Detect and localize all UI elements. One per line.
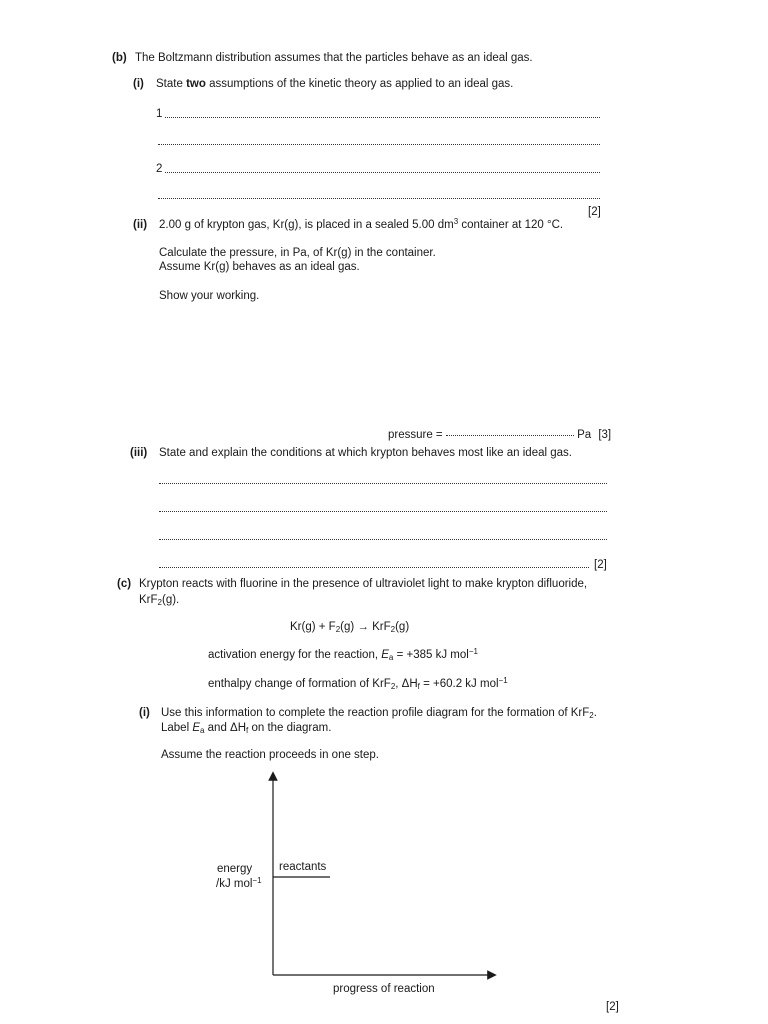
x-axis-label: progress of reaction [333, 983, 435, 995]
part-b-stem: The Boltzmann distribution assumes that the particles behave as an ideal gas. [135, 52, 533, 64]
marks-b-i: [2] [588, 206, 601, 218]
y-axis-label-unit: /kJ mol$^{-1}$ [216, 876, 262, 890]
y-axis-label-energy: energy [217, 863, 253, 875]
marks-c-i: [2] [606, 1001, 619, 1013]
answer-line-1-number: 1 [156, 108, 163, 120]
marks-b-iii: [2] [594, 559, 607, 571]
part-b-ii-working: Show your working. [159, 290, 260, 302]
enthalpy-statement: enthalpy change of formation of KrF$_2$, $\Delta H_f = +60.2$ kJ mol$^{-1}$ [208, 676, 508, 691]
part-b-iii-question: State and explain the conditions at which krypton behaves most like an ideal gas. [159, 447, 572, 459]
part-c-stem-1: Krypton reacts with fluorine in the presence of ultraviolet light to make krypton difluoride, [139, 578, 588, 590]
part-c-i-question-1: Use this information to complete the reaction profile diagram for the formation of KrF$_2$. [161, 707, 597, 720]
part-b-iii-label: (iii) [130, 447, 148, 459]
part-b-ii-calc-1: Calculate the pressure, in Pa, of Kr(g) in the container. [159, 247, 436, 259]
pressure-answer: pressure = Pa [3] [388, 429, 612, 441]
part-b-label: (b) [112, 52, 127, 64]
reactants-label: reactants [279, 861, 327, 873]
part-c-i-label: (i) [139, 707, 150, 719]
part-c-i-assume: Assume the reaction proceeds in one step. [161, 749, 379, 761]
part-c-i-question-2: Label $E_a$ and $\Delta H_f$ on the diagram. [161, 722, 332, 735]
part-c-stem-2: KrF$_2$(g). [139, 594, 180, 607]
part-b-ii-question: 2.00 g of krypton gas, Kr(g), is placed in a sealed 5.00 $dm^3$ container at 120 °C. [159, 217, 564, 231]
part-b-ii-label: (ii) [133, 219, 148, 231]
answer-line-2-number: 2 [156, 163, 163, 175]
part-b-i-question: State two assumptions of the kinetic theory as applied to an ideal gas. [156, 78, 514, 90]
activation-energy-statement: activation energy for the reaction, $E_a = +385$ kJ mol$^{-1}$ [208, 647, 478, 662]
part-b-ii-calc-2: Assume Kr(g) behaves as an ideal gas. [159, 261, 360, 273]
reaction-equation: $Kr(g) + F_2(g) \to KrF_2(g)$ [290, 621, 410, 634]
part-b-i-label: (i) [133, 78, 144, 90]
part-c-label: (c) [117, 578, 132, 590]
